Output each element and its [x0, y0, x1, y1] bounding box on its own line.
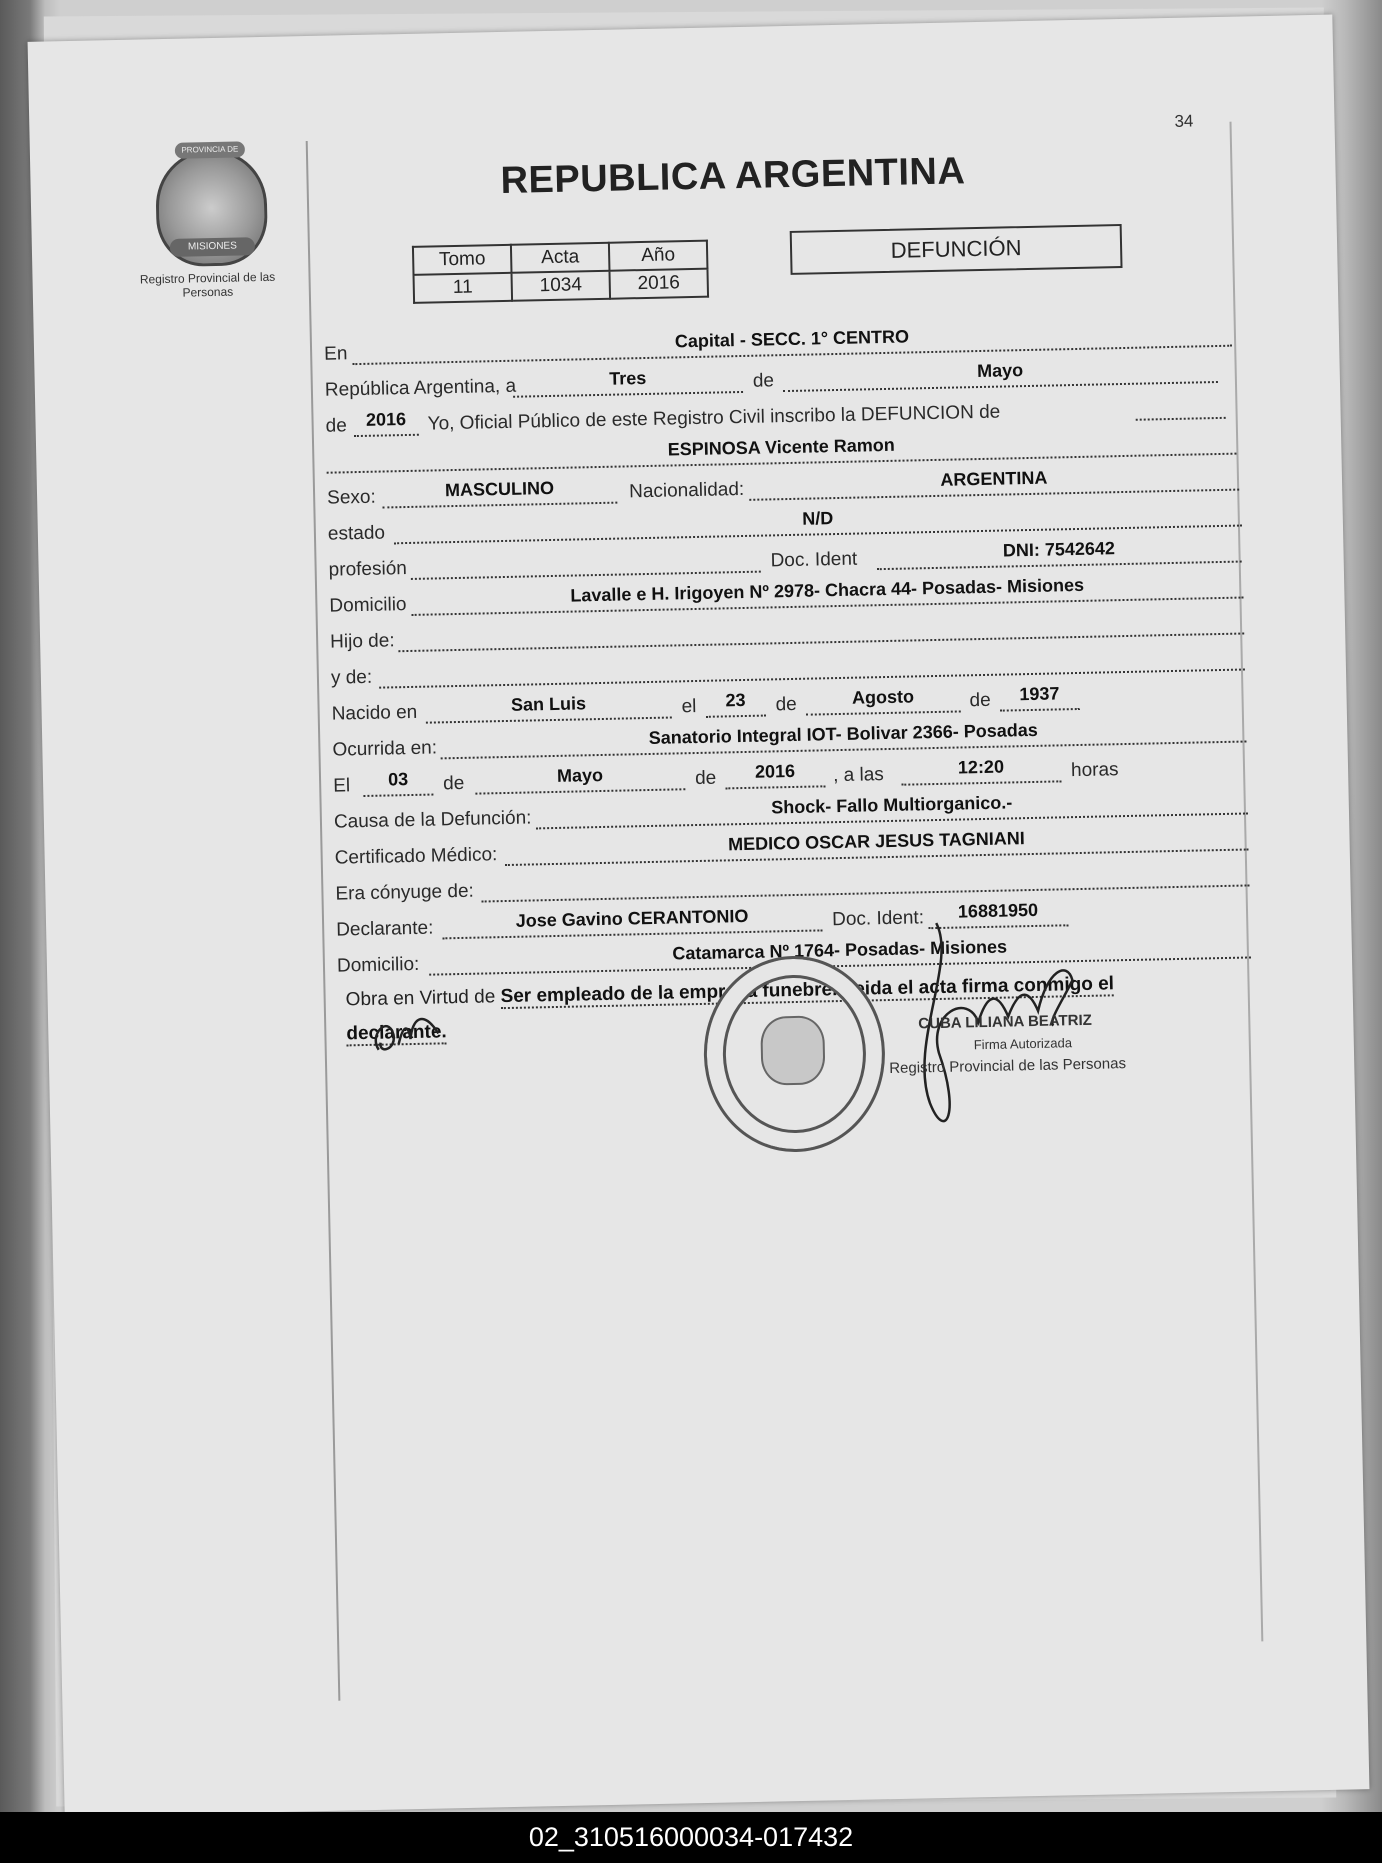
emblem-top-text: PROVINCIA DE [175, 141, 245, 158]
estado-field: N/D [394, 499, 1242, 545]
def-dia-field: 03 [363, 768, 434, 797]
sexo-label: Sexo: [326, 486, 376, 509]
row-hijo [40, 630, 395, 660]
row-certificado [44, 828, 1026, 876]
stamp-name: CUBA LILIANA BEATRIZ [918, 1011, 1093, 1033]
hora-field: 12:20 [901, 754, 1062, 785]
row-sexo [37, 467, 1048, 516]
domicilio-label: Domicilio [329, 594, 407, 617]
yde-label: y de: [330, 666, 373, 689]
nacido-label: Nacido en [331, 701, 418, 725]
stamp-role: Firma Autorizada [973, 1035, 1073, 1053]
decl-doc-label: Doc. Ident: [831, 907, 925, 931]
nacido-field: San Luis [425, 691, 672, 724]
profesion-label: profesión [328, 558, 408, 581]
acta-value: 1034 [511, 271, 610, 301]
domicilio-field: Lavalle e H. Irigoyen Nº 2978- Chacra 44- Posadas- Misiones [411, 571, 1243, 616]
row-causa [44, 792, 1013, 840]
nac-dia-field: 23 [705, 689, 766, 718]
decl-domicilio-field: Catamarca Nº 1764- Posadas- Misiones [429, 930, 1251, 975]
decl-doc-field: 16881950 [928, 898, 1069, 929]
row-estado [38, 508, 834, 552]
horas-label: horas [1070, 759, 1119, 782]
estado-label: estado [327, 522, 386, 545]
declarante-field: Jose Gavino CERANTONIO [442, 903, 823, 939]
emblem-bottom-text: MISIONES [170, 237, 255, 257]
doc-ident-label: Doc. Ident [770, 548, 858, 572]
El-label: El [332, 775, 351, 797]
row-yde [41, 666, 373, 696]
ocurrida-field: Sanatorio Integral IOT- Bolivar 2366- Posadas [440, 714, 1246, 759]
page-number: 34 [1174, 111, 1194, 131]
row-profesion [38, 538, 1116, 588]
row-conyuge [45, 880, 475, 912]
signature-stamp [889, 1009, 1127, 1079]
def-de-label-2: de [694, 767, 717, 790]
row-republica [35, 360, 1024, 408]
def-mes-field: Mayo [475, 762, 686, 794]
row-anio [35, 401, 1001, 444]
causa-label: Causa de la Defunción: [333, 807, 532, 833]
def-de-label-1: de [442, 772, 465, 795]
nac-de-label-1: de [775, 693, 797, 716]
anio-header: Año [609, 241, 708, 271]
alas-label: , a las [832, 764, 885, 787]
declarante-label: Declarante: [336, 917, 434, 941]
nac-de-label-2: de [969, 689, 991, 712]
anio-value: 2016 [609, 269, 708, 299]
acta-table [412, 240, 709, 304]
certificado-label: Certificado Médico: [334, 844, 498, 869]
profesion-field [410, 545, 761, 580]
nacionalidad-field: ARGENTINA [749, 463, 1239, 501]
hijo-label: Hijo de: [329, 630, 395, 653]
mes-field: Mayo [782, 355, 1217, 392]
oficial-text: Yo, Oficial Público de este Registro Civil inscribo la DEFUNCION de [427, 401, 1001, 435]
anio-field: 2016 [353, 408, 419, 437]
sexo-field: MASCULINO [382, 476, 618, 509]
stamp-org: Registro Provincial de las Personas [889, 1055, 1127, 1078]
initials-signature-icon [368, 993, 469, 1065]
row-en [34, 326, 910, 372]
nac-anio-field: 1937 [999, 682, 1080, 712]
registro-label: Registro Provincial de las Personas [139, 269, 276, 300]
row-fecha-defuncion [43, 756, 1119, 804]
el-label: el [681, 696, 697, 718]
de-label-1: de [752, 370, 775, 392]
ocurrida-label: Ocurrida en: [332, 737, 438, 761]
republica-label: República Argentina, a [324, 375, 517, 401]
certificado-field: MEDICO OSCAR JESUS TAGNIANI [504, 822, 1248, 866]
def-anio-field: 2016 [725, 759, 826, 789]
decl-domicilio-label: Domicilio: [336, 953, 420, 977]
certificate-type: DEFUNCIÓN [790, 224, 1123, 275]
row-nombre [36, 434, 895, 480]
en-label: En [323, 343, 348, 365]
row-decl-domicilio [47, 936, 1008, 984]
causa-field: Shock- Fallo Multiorganico.- [536, 786, 1248, 829]
seal-emblem-icon [760, 1015, 825, 1085]
row-declarante [46, 899, 1039, 948]
conyuge-label: Era cónyuge de: [335, 880, 475, 905]
de-label-2: de [325, 415, 348, 437]
nacionalidad-label: Nacionalidad: [628, 478, 745, 503]
acta-header: Acta [511, 243, 610, 273]
row-domicilio [39, 574, 1085, 624]
obra-field: Ser empleado de la empresa funebre. Leida el acta firma conmigo el declarante. [346, 973, 1115, 1045]
certificate-sheet [28, 15, 1370, 1817]
nombre-field: ESPINOSA Vicente Ramon [326, 427, 1236, 474]
nac-mes-field: Agosto [805, 684, 961, 715]
doc-ident-field: DNI: 7542642 [876, 535, 1242, 571]
scan-id-footer: 02_310516000034-017432 [528, 1822, 854, 1852]
document-title: REPUBLICA ARGENTINA [500, 150, 966, 202]
row-nacido [41, 683, 1060, 732]
tomo-header: Tomo [413, 245, 512, 275]
oficial-trailing-field [1135, 391, 1226, 421]
tomo-value: 11 [414, 273, 513, 303]
en-field: Capital - SECC. 1° CENTRO [352, 319, 1232, 365]
conyuge-field [481, 858, 1249, 902]
obra-label: Obra en Virtud de [345, 986, 496, 1011]
dia-field: Tres [513, 365, 744, 398]
